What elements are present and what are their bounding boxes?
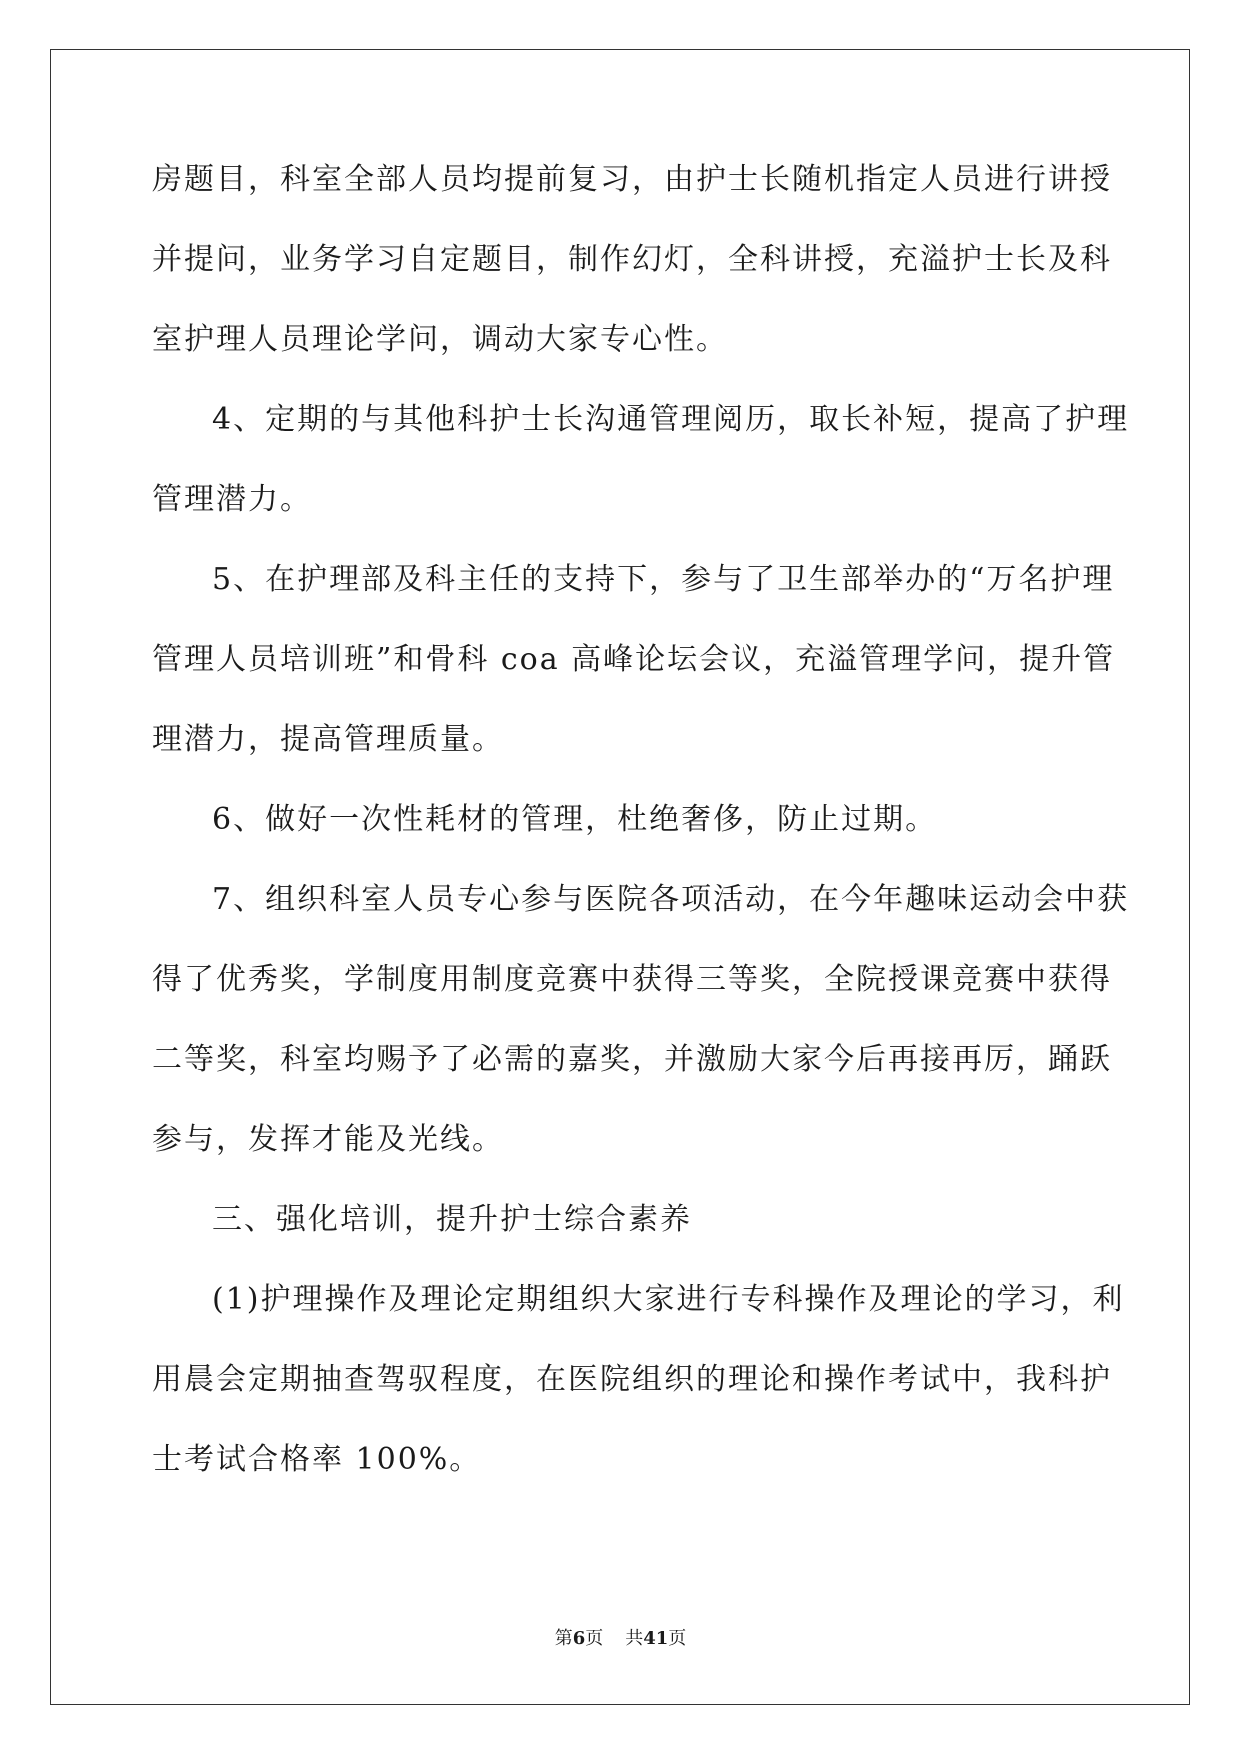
footer-total-suffix: 页 bbox=[668, 1628, 687, 1649]
text-line: 二等奖，科室均赐予了必需的嘉奖，并激励大家今后再接再厉，踊跃 bbox=[152, 1042, 1112, 1077]
paragraph-item-4: 4、定期的与其他科护士长沟通管理阅历，取长补短，提高了护理 bbox=[212, 402, 1130, 437]
footer-total-number: 41 bbox=[643, 1628, 669, 1649]
text-line: 用晨会定期抽查驾驭程度，在医院组织的理论和操作考试中，我科护 bbox=[152, 1362, 1112, 1397]
text-line: 士考试合格率 100%。 bbox=[152, 1442, 482, 1477]
footer-page-prefix: 第 bbox=[554, 1628, 573, 1649]
text-line: 管理人员培训班”和骨科 coa 高峰论坛会议，充溢管理学问，提升管 bbox=[152, 642, 1116, 677]
section-heading: 三、强化培训，提升护士综合素养 bbox=[212, 1202, 692, 1237]
text-line: 并提问，业务学习自定题目，制作幻灯，全科讲授，充溢护士长及科 bbox=[152, 242, 1112, 277]
footer-total-prefix: 共 bbox=[625, 1628, 644, 1649]
text-line: 得了优秀奖，学制度用制度竞赛中获得三等奖，全院授课竞赛中获得 bbox=[152, 962, 1112, 997]
page-footer bbox=[0, 1624, 1241, 1650]
text-line: 参与，发挥才能及光线。 bbox=[152, 1122, 504, 1157]
paragraph-item-1: (1)护理操作及理论定期组织大家进行专科操作及理论的学习，利 bbox=[212, 1282, 1125, 1317]
paragraph-item-6: 6、做好一次性耗材的管理，杜绝奢侈，防止过期。 bbox=[212, 802, 938, 837]
text-line: 管理潜力。 bbox=[152, 482, 312, 517]
paragraph-item-7: 7、组织科室人员专心参与医院各项活动，在今年趣味运动会中获 bbox=[212, 882, 1130, 917]
paragraph-item-5: 5、在护理部及科主任的支持下，参与了卫生部举办的“万名护理 bbox=[212, 562, 1115, 597]
text-line: 室护理人员理论学问，调动大家专心性。 bbox=[152, 322, 728, 357]
text-line: 房题目，科室全部人员均提前复习，由护士长随机指定人员进行讲授 bbox=[152, 162, 1112, 197]
footer-page-number: 6 bbox=[572, 1628, 586, 1649]
text-line: 理潜力，提高管理质量。 bbox=[152, 722, 504, 757]
footer-page-suffix: 页 bbox=[585, 1628, 604, 1649]
document-body bbox=[152, 160, 1130, 1520]
